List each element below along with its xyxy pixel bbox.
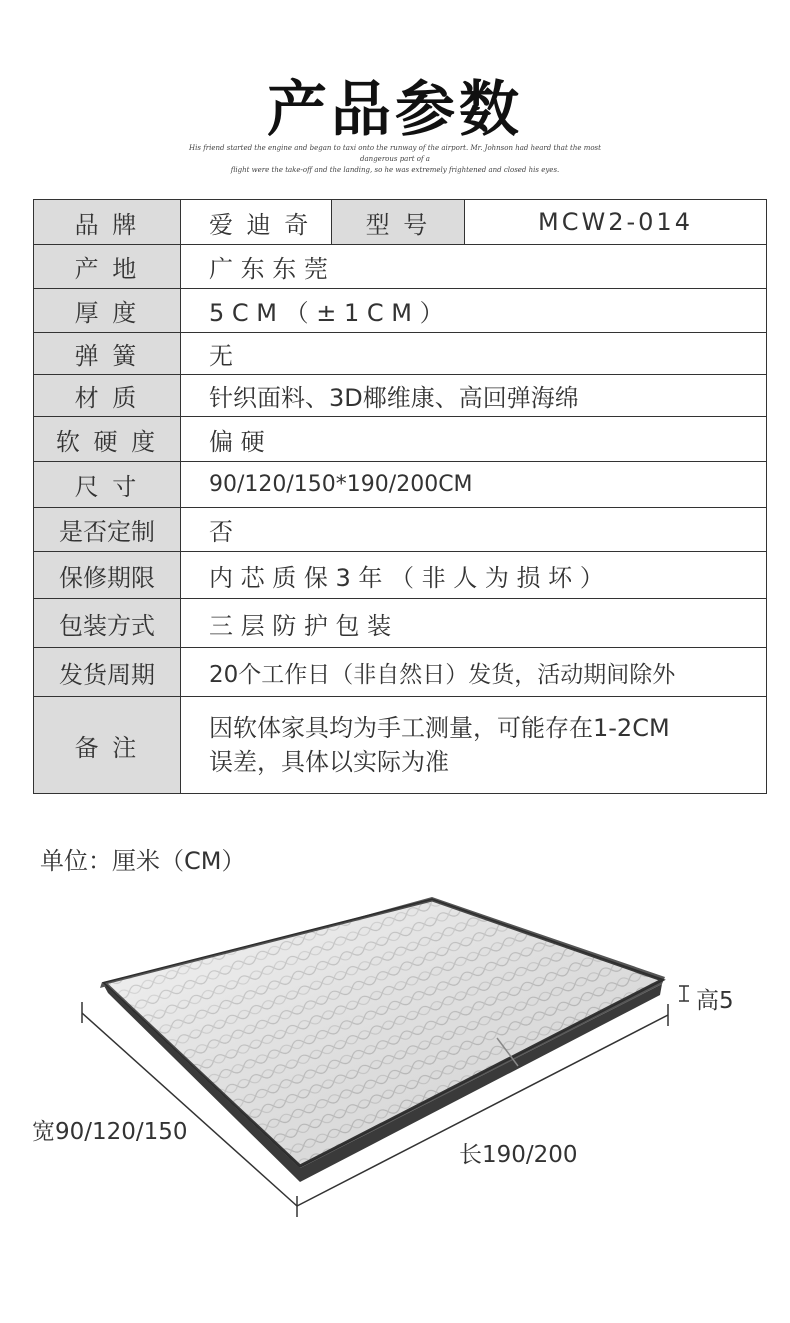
spec-row	[34, 462, 767, 508]
spec-value: 偏 硬	[181, 417, 767, 462]
spec-row	[34, 599, 767, 648]
brand-value: 爱 迪 奇	[181, 200, 332, 245]
spec-row	[34, 552, 767, 599]
spec-row-note	[34, 697, 767, 794]
spec-value: 三 层 防 护 包 装	[181, 599, 767, 648]
spec-row	[34, 333, 767, 375]
spec-label: 产 地	[34, 245, 181, 289]
spec-value: 90/120/150*190/200CM	[181, 462, 767, 508]
spec-value: 否	[181, 508, 767, 552]
spec-label: 厚 度	[34, 289, 181, 333]
page-title: 产品参数	[267, 75, 523, 145]
note-label: 备 注	[34, 697, 181, 794]
subtitle-line-2: flight were the take-off and the landing, so he was extremely frightened and closed his eyes.	[230, 166, 560, 174]
spec-label: 保修期限	[34, 552, 181, 599]
note-value	[181, 697, 767, 794]
spec-label: 软 硬 度	[34, 417, 181, 462]
spec-value: 内 芯 质 保 3 年 （ 非 人 为 损 坏 ）	[181, 552, 767, 599]
spec-value: 广 东 东 莞	[181, 245, 767, 289]
spec-value: 20个工作日（非自然日）发货，活动期间除外	[181, 648, 767, 697]
spec-label: 发货周期	[34, 648, 181, 697]
spec-row	[34, 508, 767, 552]
height-label: 高5	[696, 988, 734, 1014]
note-line-2: 误差，具体以实际为准	[209, 748, 449, 776]
spec-row	[34, 289, 767, 333]
spec-label: 是否定制	[34, 508, 181, 552]
spec-label: 尺 寸	[34, 462, 181, 508]
spec-row-brand	[34, 200, 767, 245]
spec-row	[34, 375, 767, 417]
spec-label: 包装方式	[34, 599, 181, 648]
unit-label: 单位：厘米（CM）	[40, 847, 246, 875]
width-label: 宽90/120/150	[32, 1119, 188, 1145]
spec-value: 针织面料、3D椰维康、高回弹海绵	[181, 375, 767, 417]
subtitle-line-1: His friend started the engine and began to taxi onto the runway of the airport. Mr. Johnson had heard that the most dangerous part of a	[189, 144, 601, 163]
mattress-illustration	[0, 880, 790, 1240]
spec-label: 弹 簧	[34, 333, 181, 375]
decorative-subtitle	[170, 143, 620, 176]
spec-value: 无	[181, 333, 767, 375]
brand-label: 品 牌	[34, 200, 181, 245]
note-line-1: 因软体家具均为手工测量，可能存在1-2CM	[209, 714, 670, 742]
spec-row	[34, 417, 767, 462]
spec-table	[33, 199, 767, 794]
spec-label: 材 质	[34, 375, 181, 417]
spec-row	[34, 245, 767, 289]
spec-row	[34, 648, 767, 697]
length-label: 长190/200	[459, 1142, 578, 1168]
model-value: MCW2-014	[465, 200, 767, 245]
model-label: 型 号	[332, 200, 465, 245]
spec-value: 5 C M （ ± 1 C M ）	[181, 289, 767, 333]
